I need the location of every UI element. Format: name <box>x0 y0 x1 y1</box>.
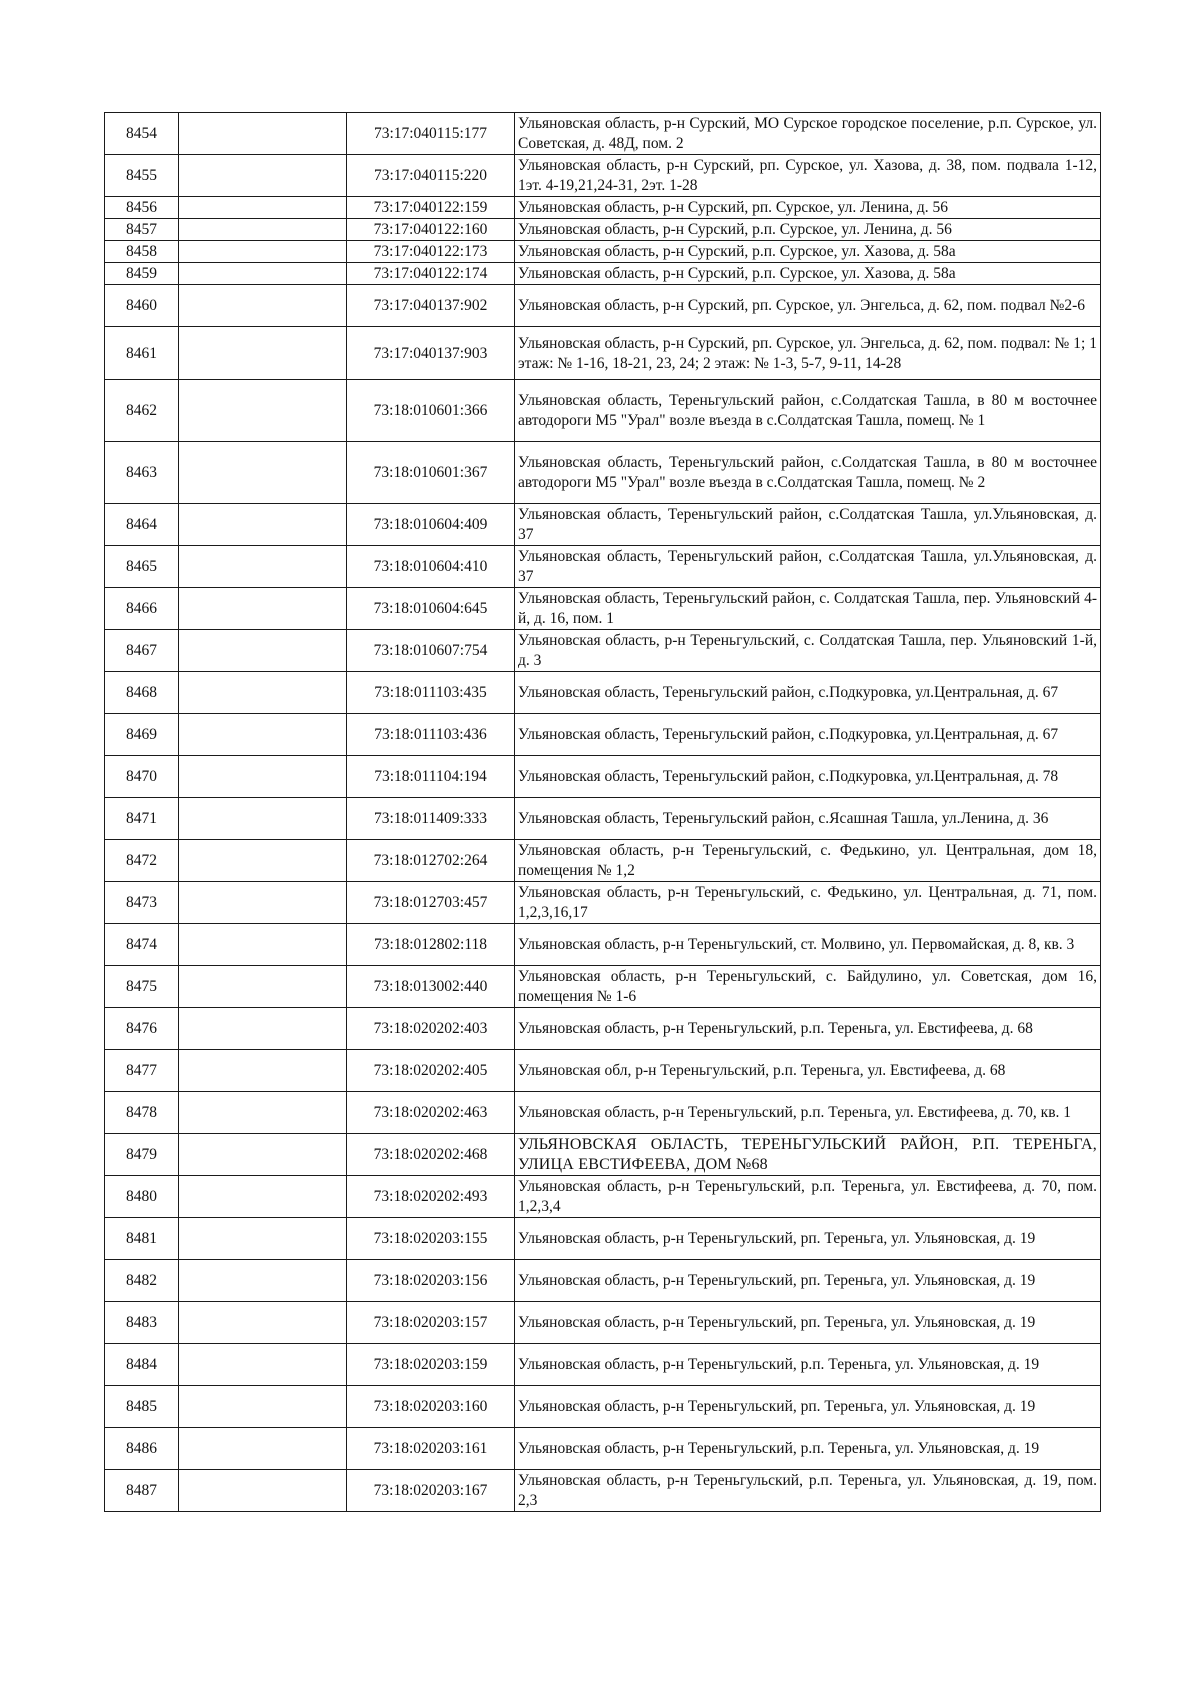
cadastral-number: 73:18:012802:118 <box>347 924 515 966</box>
table-row <box>105 442 1101 504</box>
row-number: 8487 <box>105 1470 179 1512</box>
row-number: 8482 <box>105 1260 179 1302</box>
empty-cell <box>179 1344 347 1386</box>
address: Ульяновская область, р-н Тереньгульский, рп. Тереньга, ул. Ульяновская, д. 19 <box>515 1218 1101 1260</box>
cadastral-number: 73:18:012702:264 <box>347 840 515 882</box>
empty-cell <box>179 756 347 798</box>
row-number: 8469 <box>105 714 179 756</box>
address: Ульяновская область, р-н Тереньгульский, р.п. Тереньга, ул. Евстифеева, д. 70, кв. 1 <box>515 1092 1101 1134</box>
empty-cell <box>179 1008 347 1050</box>
row-number: 8475 <box>105 966 179 1008</box>
cadastral-number: 73:18:020203:156 <box>347 1260 515 1302</box>
cadastral-number: 73:18:020202:468 <box>347 1134 515 1176</box>
address: Ульяновская область, Тереньгульский район, с.Солдатская Ташла, ул.Ульяновская, д. 37 <box>515 504 1101 546</box>
row-number: 8464 <box>105 504 179 546</box>
table-row <box>105 241 1101 263</box>
address: Ульяновская область, р-н Тереньгульский, с. Солдатская Ташла, пер. Ульяновский 1-й, д. 3 <box>515 630 1101 672</box>
table-row <box>105 263 1101 285</box>
cadastral-number: 73:17:040122:159 <box>347 197 515 219</box>
table-row <box>105 630 1101 672</box>
row-number: 8479 <box>105 1134 179 1176</box>
row-number: 8478 <box>105 1092 179 1134</box>
table-row <box>105 798 1101 840</box>
cadastral-number: 73:18:020202:493 <box>347 1176 515 1218</box>
address: Ульяновская область, Тереньгульский район, с.Солдатская Ташла, в 80 м восточнее автодороги М5 "Урал" возле въезда в с.Солдатская Ташла, помещ. № 1 <box>515 380 1101 442</box>
cadastral-number: 73:18:020203:167 <box>347 1470 515 1512</box>
table-row <box>105 1092 1101 1134</box>
row-number: 8457 <box>105 219 179 241</box>
table-row <box>105 672 1101 714</box>
empty-cell <box>179 113 347 155</box>
empty-cell <box>179 263 347 285</box>
address: Ульяновская область, р-н Тереньгульский, р.п. Тереньга, ул. Ульяновская, д. 19, пом. 2,3 <box>515 1470 1101 1512</box>
table-row <box>105 155 1101 197</box>
cadastral-number: 73:18:020202:463 <box>347 1092 515 1134</box>
address: Ульяновская область, р-н Тереньгульский, р.п. Тереньга, ул. Ульяновская, д. 19 <box>515 1428 1101 1470</box>
table-row <box>105 197 1101 219</box>
row-number: 8471 <box>105 798 179 840</box>
table-row <box>105 1470 1101 1512</box>
cadastral-number: 73:17:040122:173 <box>347 241 515 263</box>
table-row <box>105 219 1101 241</box>
address: Ульяновская область, Тереньгульский район, с.Ясашная Ташла, ул.Ленина, д. 36 <box>515 798 1101 840</box>
cadastral-number: 73:18:010601:367 <box>347 442 515 504</box>
table-row <box>105 588 1101 630</box>
row-number: 8476 <box>105 1008 179 1050</box>
address: Ульяновская область, р-н Тереньгульский, р.п. Тереньга, ул. Ульяновская, д. 19 <box>515 1344 1101 1386</box>
empty-cell <box>179 155 347 197</box>
row-number: 8458 <box>105 241 179 263</box>
row-number: 8486 <box>105 1428 179 1470</box>
cadastral-number: 73:18:010604:645 <box>347 588 515 630</box>
row-number: 8472 <box>105 840 179 882</box>
row-number: 8468 <box>105 672 179 714</box>
address: Ульяновская область, Тереньгульский район, с.Подкуровка, ул.Центральная, д. 67 <box>515 714 1101 756</box>
empty-cell <box>179 798 347 840</box>
cadastral-number: 73:18:011104:194 <box>347 756 515 798</box>
address: УЛЬЯНОВСКАЯ ОБЛАСТЬ, ТЕРЕНЬГУЛЬСКИЙ РАЙОН, Р.П. ТЕРЕНЬГА, УЛИЦА ЕВСТИФЕЕВА, ДОМ №68 <box>515 1134 1101 1176</box>
cadastral-number: 73:18:012703:457 <box>347 882 515 924</box>
table-row <box>105 1176 1101 1218</box>
address: Ульяновская область, р-н Сурский, р.п. Сурское, ул. Ленина, д. 56 <box>515 219 1101 241</box>
cadastral-number: 73:17:040115:220 <box>347 155 515 197</box>
empty-cell <box>179 1302 347 1344</box>
empty-cell <box>179 197 347 219</box>
table-row <box>105 1218 1101 1260</box>
row-number: 8456 <box>105 197 179 219</box>
row-number: 8470 <box>105 756 179 798</box>
empty-cell <box>179 285 347 327</box>
row-number: 8474 <box>105 924 179 966</box>
address: Ульяновская область, р-н Сурский, рп. Сурское, ул. Энгельса, д. 62, пом. подвал №2-6 <box>515 285 1101 327</box>
cadastral-number: 73:18:020203:159 <box>347 1344 515 1386</box>
address: Ульяновская область, Тереньгульский район, с. Солдатская Ташла, пер. Ульяновский 4-й, д. 16, пом. 1 <box>515 588 1101 630</box>
row-number: 8481 <box>105 1218 179 1260</box>
cadastral-number: 73:18:011103:436 <box>347 714 515 756</box>
empty-cell <box>179 966 347 1008</box>
table-row <box>105 714 1101 756</box>
table-row <box>105 327 1101 380</box>
empty-cell <box>179 546 347 588</box>
row-number: 8480 <box>105 1176 179 1218</box>
address: Ульяновская область, Тереньгульский район, с.Солдатская Ташла, ул.Ульяновская, д. 37 <box>515 546 1101 588</box>
row-number: 8459 <box>105 263 179 285</box>
address: Ульяновская область, р-н Сурский, рп. Сурское, ул. Ленина, д. 56 <box>515 197 1101 219</box>
address: Ульяновская область, Тереньгульский район, с.Подкуровка, ул.Центральная, д. 67 <box>515 672 1101 714</box>
address: Ульяновская обл, р-н Тереньгульский, р.п. Тереньга, ул. Евстифеева, д. 68 <box>515 1050 1101 1092</box>
row-number: 8462 <box>105 380 179 442</box>
cadastral-number: 73:17:040122:160 <box>347 219 515 241</box>
address: Ульяновская область, р-н Тереньгульский, с. Байдулино, ул. Советская, дом 16, помещения № 1-6 <box>515 966 1101 1008</box>
address: Ульяновская область, р-н Тереньгульский, р.п. Тереньга, ул. Евстифеева, д. 70, пом. 1,2,3,4 <box>515 1176 1101 1218</box>
empty-cell <box>179 241 347 263</box>
table-body <box>105 113 1101 1512</box>
row-number: 8485 <box>105 1386 179 1428</box>
cadastral-number: 73:18:011409:333 <box>347 798 515 840</box>
table-row <box>105 840 1101 882</box>
cadastral-number: 73:18:010601:366 <box>347 380 515 442</box>
empty-cell <box>179 1470 347 1512</box>
address: Ульяновская область, р-н Тереньгульский, с. Федькино, ул. Центральная, д. 71, пом. 1,2,3,16,17 <box>515 882 1101 924</box>
table-row <box>105 756 1101 798</box>
address: Ульяновская область, р-н Тереньгульский, ст. Молвино, ул. Первомайская, д. 8, кв. 3 <box>515 924 1101 966</box>
row-number: 8477 <box>105 1050 179 1092</box>
table-row <box>105 1260 1101 1302</box>
empty-cell <box>179 327 347 380</box>
address: Ульяновская область, р-н Сурский, р.п. Сурское, ул. Хазова, д. 58а <box>515 241 1101 263</box>
address: Ульяновская область, р-н Тереньгульский, рп. Тереньга, ул. Ульяновская, д. 19 <box>515 1260 1101 1302</box>
row-number: 8483 <box>105 1302 179 1344</box>
address: Ульяновская область, р-н Тереньгульский, рп. Тереньга, ул. Ульяновская, д. 19 <box>515 1386 1101 1428</box>
address: Ульяновская область, р-н Тереньгульский, р.п. Тереньга, ул. Евстифеева, д. 68 <box>515 1008 1101 1050</box>
empty-cell <box>179 1260 347 1302</box>
cadastral-number: 73:17:040137:903 <box>347 327 515 380</box>
table-row <box>105 285 1101 327</box>
table-row <box>105 1428 1101 1470</box>
row-number: 8467 <box>105 630 179 672</box>
row-number: 8466 <box>105 588 179 630</box>
table-row <box>105 1302 1101 1344</box>
empty-cell <box>179 1176 347 1218</box>
empty-cell <box>179 1218 347 1260</box>
cadastral-number: 73:18:020203:155 <box>347 1218 515 1260</box>
cadastral-number: 73:18:020203:161 <box>347 1428 515 1470</box>
row-number: 8484 <box>105 1344 179 1386</box>
address: Ульяновская область, р-н Сурский, рп. Сурское, ул. Хазова, д. 38, пом. подвала 1-12, 1эт. 4-19,21,24-31, 2эт. 1-28 <box>515 155 1101 197</box>
row-number: 8460 <box>105 285 179 327</box>
row-number: 8463 <box>105 442 179 504</box>
cadastral-number: 73:18:013002:440 <box>347 966 515 1008</box>
empty-cell <box>179 672 347 714</box>
cadastral-number: 73:18:020202:405 <box>347 1050 515 1092</box>
table-row <box>105 113 1101 155</box>
empty-cell <box>179 1428 347 1470</box>
empty-cell <box>179 1050 347 1092</box>
table-row <box>105 882 1101 924</box>
empty-cell <box>179 924 347 966</box>
cadastral-number: 73:17:040115:177 <box>347 113 515 155</box>
empty-cell <box>179 219 347 241</box>
cadastral-number: 73:18:020202:403 <box>347 1008 515 1050</box>
cadastral-number: 73:18:010604:409 <box>347 504 515 546</box>
table-row <box>105 546 1101 588</box>
empty-cell <box>179 380 347 442</box>
table-row <box>105 504 1101 546</box>
empty-cell <box>179 714 347 756</box>
empty-cell <box>179 1092 347 1134</box>
table-row <box>105 966 1101 1008</box>
empty-cell <box>179 588 347 630</box>
row-number: 8455 <box>105 155 179 197</box>
address: Ульяновская область, Тереньгульский район, с.Подкуровка, ул.Центральная, д. 78 <box>515 756 1101 798</box>
property-table <box>104 112 1101 1512</box>
cadastral-number: 73:18:010607:754 <box>347 630 515 672</box>
address: Ульяновская область, р-н Сурский, рп. Сурское, ул. Энгельса, д. 62, пом. подвал: № 1; 1 этаж: № 1-16, 18-21, 23, 24; 2 этаж: № 1-3, 5-7, 9-11, 14-28 <box>515 327 1101 380</box>
table-row <box>105 924 1101 966</box>
address: Ульяновская область, р-н Сурский, р.п. Сурское, ул. Хазова, д. 58а <box>515 263 1101 285</box>
empty-cell <box>179 1134 347 1176</box>
table-row <box>105 1134 1101 1176</box>
address: Ульяновская область, р-н Тереньгульский, с. Федькино, ул. Центральная, дом 18, помещения № 1,2 <box>515 840 1101 882</box>
cadastral-number: 73:17:040122:174 <box>347 263 515 285</box>
row-number: 8473 <box>105 882 179 924</box>
empty-cell <box>179 1386 347 1428</box>
cadastral-number: 73:17:040137:902 <box>347 285 515 327</box>
table-row <box>105 1344 1101 1386</box>
cadastral-number: 73:18:020203:157 <box>347 1302 515 1344</box>
row-number: 8461 <box>105 327 179 380</box>
empty-cell <box>179 840 347 882</box>
row-number: 8454 <box>105 113 179 155</box>
empty-cell <box>179 882 347 924</box>
table-row <box>105 1008 1101 1050</box>
table-row <box>105 1050 1101 1092</box>
cadastral-number: 73:18:011103:435 <box>347 672 515 714</box>
empty-cell <box>179 630 347 672</box>
row-number: 8465 <box>105 546 179 588</box>
address: Ульяновская область, Тереньгульский район, с.Солдатская Ташла, в 80 м восточнее автодороги М5 "Урал" возле въезда в с.Солдатская Ташла, помещ. № 2 <box>515 442 1101 504</box>
address: Ульяновская область, р-н Сурский, МО Сурское городское поселение, р.п. Сурское, ул. Советская, д. 48Д, пом. 2 <box>515 113 1101 155</box>
empty-cell <box>179 442 347 504</box>
table-row <box>105 380 1101 442</box>
cadastral-number: 73:18:010604:410 <box>347 546 515 588</box>
empty-cell <box>179 504 347 546</box>
cadastral-number: 73:18:020203:160 <box>347 1386 515 1428</box>
table-row <box>105 1386 1101 1428</box>
address: Ульяновская область, р-н Тереньгульский, рп. Тереньга, ул. Ульяновская, д. 19 <box>515 1302 1101 1344</box>
